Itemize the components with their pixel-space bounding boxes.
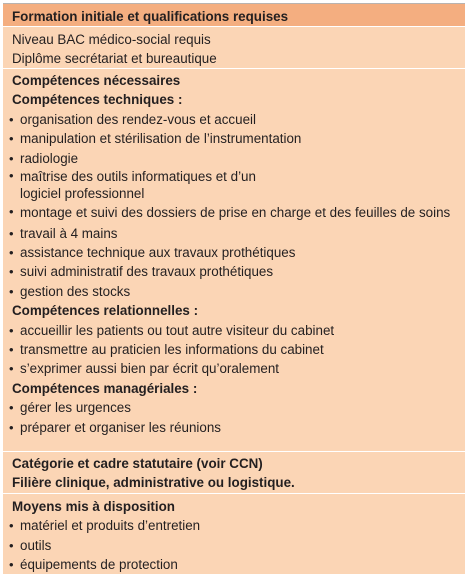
bullet-icon: • [9,341,14,357]
bullet-icon: • [9,557,14,573]
manageriales-title: Compétences managériales : [12,380,198,396]
bullet-icon: • [9,419,14,435]
list-item: • suivi administratif des travaux prothétiques [12,262,459,281]
categorie-value: Filière clinique, administrative ou logistique. [12,475,295,491]
bullet-icon: • [9,400,14,416]
list-item: • assistance technique aux travaux prothétiques [12,243,459,262]
bullet-icon: • [9,150,14,166]
bullet-icon: • [9,322,14,338]
bullet-icon: • [9,131,14,147]
formation-line: Niveau BAC médico-social requis [12,32,211,47]
moyens-title: Moyens mis à disposition [12,499,175,514]
list-item: • organisation des rendez-vous et accueil [12,110,459,129]
list-item: • préparer et organiser les réunions [12,418,459,437]
list-item: • radiologie [12,149,459,168]
bullet-icon: • [9,225,14,241]
bullet-icon: • [9,518,14,534]
job-profile-table [3,3,465,574]
list-item: • s’exprimer aussi bien par écrit qu’oralement [12,359,459,378]
bullet-icon: • [9,244,14,260]
bullet-icon: • [9,168,14,184]
bullet-icon: • [9,111,14,127]
formation-title: Formation initiale et qualifications requises [12,9,289,24]
list-item: • gestion des stocks [12,282,459,301]
list-item: • manipulation et stérilisation de l’instrumentation [12,129,459,148]
list-item: • équipements de protection [12,555,459,574]
moyens-section [3,494,465,574]
list-item: • travail à 4 mains [12,224,459,243]
formation-body [3,27,465,69]
bullet-icon: • [9,283,14,299]
competences-section [3,69,465,452]
formation-line: Diplôme secrétariat et bureautique [12,51,217,67]
list-item: • maîtrise des outils informatiques et d’un logiciel professionnel [9,168,256,201]
formation-header [3,4,465,27]
list-item: • gérer les urgences [12,398,459,417]
categorie-title: Catégorie et cadre statutaire (voir CCN) [12,456,263,471]
list-item: • matériel et produits d’entretien [12,516,459,535]
list-item: • outils [12,536,459,555]
categorie-section [3,452,465,494]
techniques-title: Compétences techniques : [12,92,183,108]
bullet-icon: • [9,204,14,220]
bullet-icon: • [9,264,14,280]
list-item: • montage et suivi des dossiers de prise en charge et des feuilles de soins [9,204,451,221]
list-item: • transmettre au praticien les informations du cabinet [12,340,459,359]
bullet-icon: • [9,361,14,377]
relationnelles-title: Compétences relationnelles : [12,303,199,319]
list-item: • accueillir les patients ou tout autre visiteur du cabinet [12,321,459,340]
bullet-icon: • [9,537,14,553]
competences-title: Compétences nécessaires [12,73,181,88]
